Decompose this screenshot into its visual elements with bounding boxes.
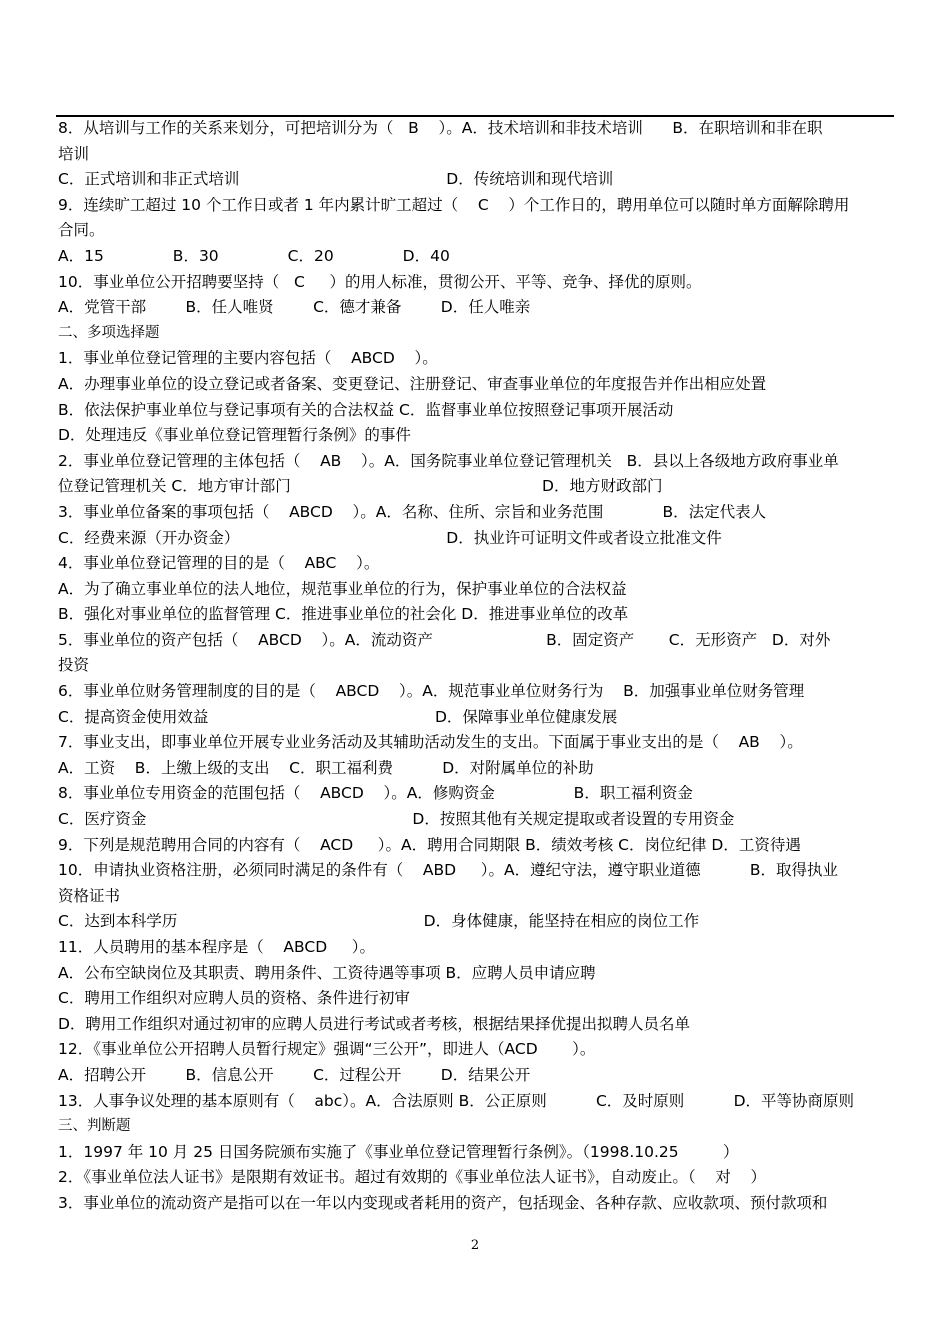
text-line: A．为了确立事业单位的法人地位，规范事业单位的行为，保护事业单位的合法权益 <box>58 579 627 598</box>
text-line: A．党管干部 B．任人唯贤 C．德才兼备 D．任人唯亲 <box>58 298 531 317</box>
text-line: 9．连续旷工超过 10 个工作日或者 1 年内累计旷工超过（ C ）个工作日的，聘用单位可以随时单方面解除聘用 <box>58 195 850 214</box>
text-line: 8．从培训与工作的关系来划分，可把培训分为（ B ）。A．技术培训和非技术培训 B．在职培训和非在职 <box>58 119 823 137</box>
text-line: A．公布空缺岗位及其职责、聘用条件、工资待遇等事项 B．应聘人员申请应聘 <box>58 963 596 982</box>
text-line: 12．《事业单位公开招聘人员暂行规定》强调“三公开”，即进人（ACD ）。 <box>58 1040 596 1059</box>
text-line: 2．《事业单位法人证书》是限期有效证书。超过有效期的《事业单位法人证书》，自动废止。（ 对 ） <box>58 1168 767 1187</box>
text-line: 7．事业支出，即事业单位开展专业业务活动及其辅助活动发生的支出。下面属于事业支出的是（ AB ）。 <box>58 733 803 752</box>
text-line: B．依法保护事业单位与登记事项有关的合法权益 C．监督事业单位按照登记事项开展活动 <box>58 400 674 419</box>
text-line: 6．事业单位财务管理制度的目的是（ ABCD ）。A．规范事业单位财务行为 B．加强事业单位财务管理 <box>58 682 805 701</box>
text-line: 3．事业单位的流动资产是指可以在一年以内变现或者耗用的资产，包括现金、各种存款、应收款项、预付款项和 <box>58 1193 828 1212</box>
text-line: C．经费来源（开办资金） D．执业许可证明文件或者设立批准文件 <box>58 528 722 547</box>
text-line: 3．事业单位备案的事项包括（ ABCD ）。A．名称、住所、宗旨和业务范围 B．法定代表人 <box>58 502 767 521</box>
text-line: 1．事业单位登记管理的主要内容包括（ ABCD ）。 <box>58 349 438 368</box>
text-line: C．达到本科学历 D．身体健康，能坚持在相应的岗位工作 <box>58 912 700 931</box>
text-line: 8．事业单位专用资金的范围包括（ ABCD ）。A．修购资金 B．职工福利资金 <box>58 784 693 803</box>
page-number: 2 <box>470 1238 480 1253</box>
text-line: A．招聘公开 B．信息公开 C．过程公开 D．结果公开 <box>58 1065 531 1084</box>
text-line: A．工资 B．上缴上级的支出 C．职工福利费 D．对附属单位的补助 <box>58 758 594 777</box>
text-line: 位登记管理机关 C．地方审计部门 D．地方财政部门 <box>58 477 663 496</box>
text-line: 13．人事争议处理的基本原则有（ abc）。A．合法原则 B．公正原则 C．及时原则 D．平等协商原则 <box>58 1091 855 1110</box>
document-body <box>58 116 894 1217</box>
text-line: A．办理事业单位的设立登记或者备案、变更登记、注册登记、审查事业单位的年度报告并作出相应处置 <box>58 374 767 393</box>
text-line: 11．人员聘用的基本程序是（ ABCD ）。 <box>58 938 376 956</box>
section-heading: 三、判断题 <box>58 1118 131 1135</box>
text-line: 培训 <box>58 144 90 163</box>
text-line: 9．下列是规范聘用合同的内容有（ ACD ）。A．聘用合同期限 B．绩效考核 C．岗位纪律 D．工资待遇 <box>58 835 801 854</box>
text-line: C．正式培训和非正式培训 D．传统培训和现代培训 <box>58 170 614 189</box>
text-line: C．聘用工作组织对应聘人员的资格、条件进行初审 <box>58 989 410 1008</box>
text-line: B．强化对事业单位的监督管理 C．推进事业单位的社会化 D．推进事业单位的改革 <box>58 605 629 624</box>
text-line: D．聘用工作组织对通过初审的应聘人员进行考试或者考核，根据结果择优提出拟聘人员名单 <box>58 1014 690 1033</box>
text-line: 10．申请执业资格注册，必须同时满足的条件有（ ABD ）。A．遵纪守法，遵守职业道德 B．取得执业 <box>58 861 838 880</box>
text-line: 资格证书 <box>58 886 121 905</box>
text-line: 5．事业单位的资产包括（ ABCD ）。A．流动资产 B．固定资产 C．无形资产 D．对外 <box>58 630 831 649</box>
text-line: 4．事业单位登记管理的目的是（ ABC ）。 <box>58 554 380 573</box>
text-line: C．提高资金使用效益 D．保障事业单位健康发展 <box>58 707 618 726</box>
text-line: 合同。 <box>58 221 105 240</box>
text-line: D．处理违反《事业单位登记管理暂行条例》的事件 <box>58 426 411 445</box>
text-line: 投资 <box>58 656 90 675</box>
text-line: 1．1997 年 10 月 25 日国务院颁布实施了《事业单位登记管理暂行条例》。（1998.10.25 ） <box>58 1142 739 1161</box>
text-line: C．医疗资金 D．按照其他有关规定提取或者设置的专用资金 <box>58 810 735 829</box>
text-line: A．15 B．30 C．20 D．40 <box>58 246 450 265</box>
text-line: 10．事业单位公开招聘要坚持（ C ）的用人标准，贯彻公开、平等、竞争、择优的原则。 <box>58 272 702 291</box>
text-line: 2．事业单位登记管理的主体包括（ AB ）。A．国务院事业单位登记管理机关 B．县以上各级地方政府事业单 <box>58 451 839 470</box>
section-heading: 二、多项选择题 <box>58 324 160 341</box>
